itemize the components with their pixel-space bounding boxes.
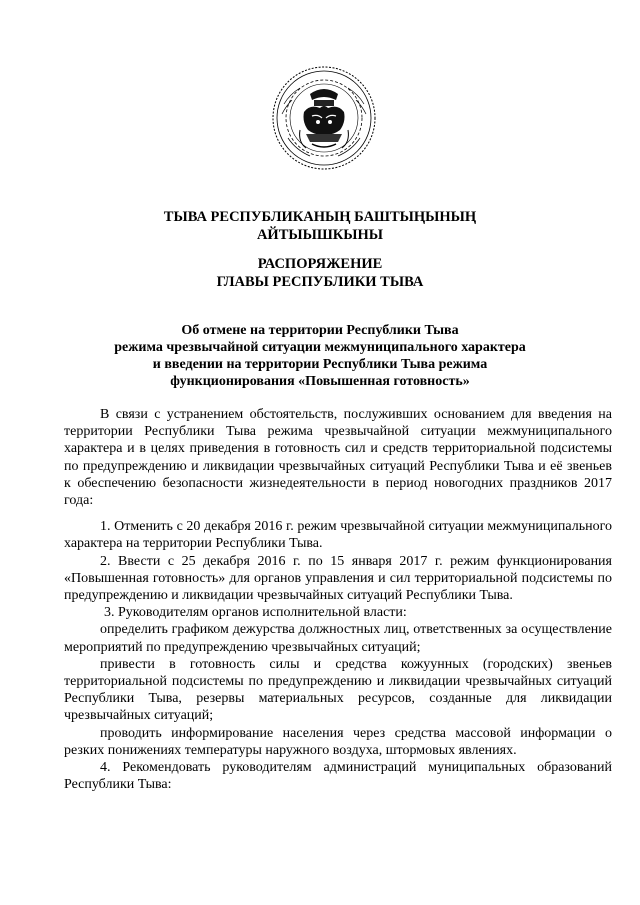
document-subject <box>0 322 640 390</box>
subject-line2: режима чрезвычайной ситуации межмуниципального характера <box>114 340 526 355</box>
preamble-paragraph: В связи с устранением обстоятельств, послуживших основанием для введения на территории Республики Тыва режима чрезвычайной ситуации межмуниципального характера и в целях приведения в готовность сил и средств территориальной подсистемы по предупреждению и ликвидации чрезвычайных ситуаций Республики Тыва и её звеньев к обеспечению безопасности жизнедеятельности в период новогодних праздников 2017 года: <box>64 407 612 509</box>
subject-line1: Об отмене на территории Республики Тыва <box>181 323 459 338</box>
item-2-paragraph: 2. Ввести с 25 декабря 2016 г. по 15 января 2017 г. режим функционирования «Повышенная готовность» для органов управления и сил территориальной подсистемы по предупреждению и ликвидации чрезвычайных ситуаций Республики Тыва. <box>64 553 612 604</box>
item-3b-paragraph: привести в готовность силы и средства кожуунных (городских) звеньев территориальной подсистемы по предупреждению и ликвидации чрезвычайных ситуаций Республики Тыва, резервы материальных ресурсов, созданные для ликвидации чрезвычайных ситуаций; <box>64 656 612 724</box>
coat-of-arms-emblem <box>270 64 378 172</box>
document-type-line1: РАСПОРЯЖЕНИЕ <box>257 256 383 272</box>
item-1-paragraph: 1. Отменить с 20 декабря 2016 г. режим чрезвычайной ситуации межмуниципального характера на территории Республики Тыва. <box>64 519 612 552</box>
document-body <box>64 406 612 793</box>
subject-line3: и введении на территории Республики Тыва режима <box>152 357 488 372</box>
item-3c-paragraph: проводить информирование населения через средства массовой информации о резких понижениях температуры наружного воздуха, штормовых явлениях. <box>64 725 612 758</box>
document-type-line2: ГЛАВЫ РЕСПУБЛИКИ ТЫВА <box>216 274 424 290</box>
item-3a-paragraph: определить графиком дежурства должностных лиц, ответственных за осуществление мероприятий по предупреждению чрезвычайных ситуаций; <box>64 622 612 655</box>
subject-line4: функционирования «Повышенная готовность» <box>170 374 470 389</box>
item-3-paragraph: 3. Руководителям органов исполнительной власти: <box>104 605 407 621</box>
issuer-title-line1: ТЫВА РЕСПУБЛИКАНЫҢ БАШТЫҢЫНЫҢ <box>163 209 477 225</box>
item-4-paragraph: 4. Рекомендовать руководителям администраций муниципальных образований Республики Тыва: <box>64 760 612 793</box>
document-type <box>0 255 640 291</box>
issuer-title <box>0 208 640 244</box>
issuer-title-line2: АЙТЫЫШКЫНЫ <box>256 227 384 243</box>
